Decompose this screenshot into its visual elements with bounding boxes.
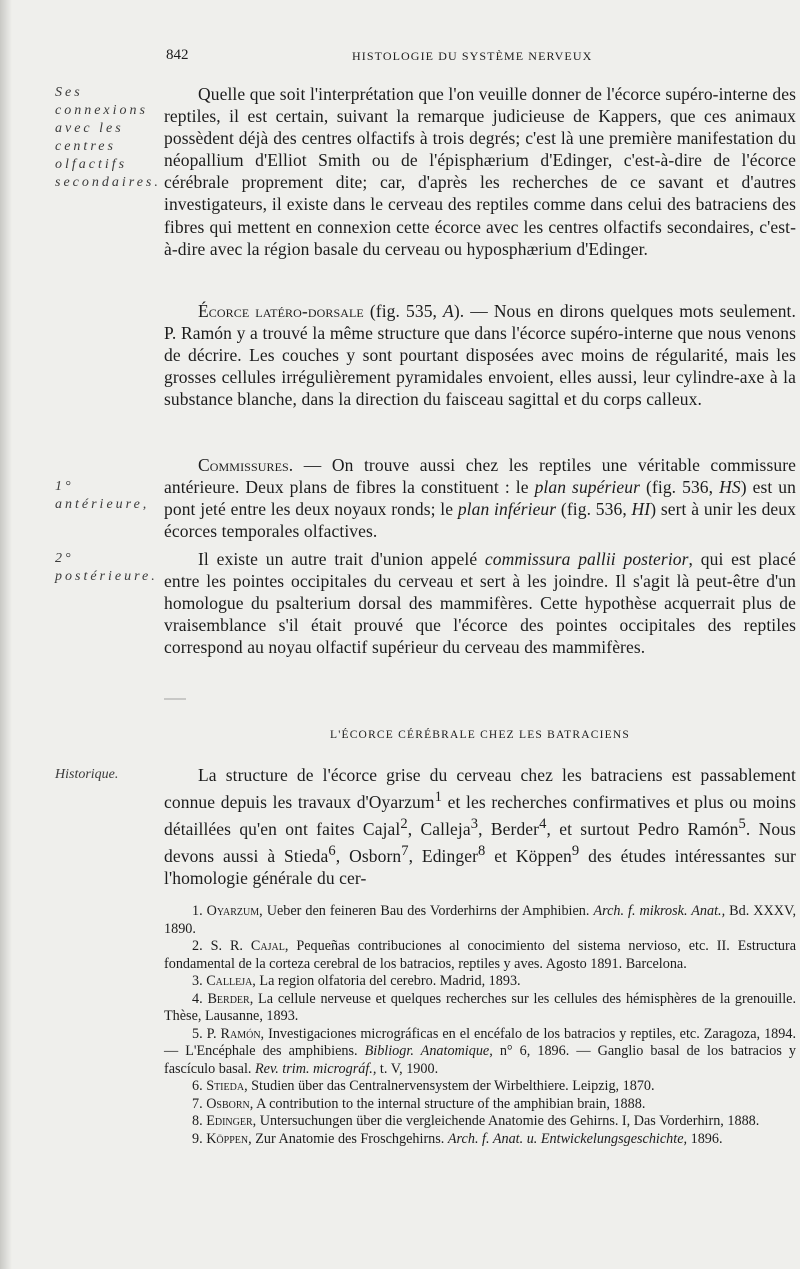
- paragraph-interpretation: Quelle que soit l'interprétation que l'on veuille donner de l'écorce supéro-interne des reptiles, il est certain, suivant la remarque judicieuse de Kappers, que ces animaux possèdent déjà des centres olfactifs à trois degrés; c'est là une première manifestation du néopallium d'Elliot Smith ou de l'épisphærium d'Edinger, c'est-à-dire de l'écorce cérébrale proprement dite; car, d'après les recherches de ce savant et d'autres investigateurs, il existe dans le cerveau des reptiles comme dans celui des batraciens des fibres qui mettent en connexion cette écorce avec les centres olfactifs secondaires, c'est-à-dire avec la région basale du cerveau ou hyposphærium d'Edinger.: [164, 84, 796, 259]
- paragraph-commissures: Commissures. — On trouve aussi chez les reptiles une véritable commissure antérieure. Deux plans de fibres la constituent : le plan supérieur (fig. 536, HS) est un pont jeté entre les deux noyaux ronds; le plan inférieur (fig. 536, HI) sert à unir les deux écorces temporales olfactives.: [164, 455, 797, 542]
- margin-note-anterieure: 1° antérieure,: [55, 479, 150, 512]
- footnote-8: 8. Edinger, Untersuchungen über die vergleichende Anatomie des Gehirns. I, Das Vorderhirn, 1888.: [192, 1113, 760, 1129]
- paragraph-ecorce-latero-dorsale: Écorce latéro-dorsale (fig. 535, A). — Nous en dirons quelques mots seulement. P. Ramón y a trouvé la même structure que dans l'écorce supéro-interne que nous venons de décrire. Les couches y sont pourtant disposées avec moins de régularité, mais les grosses cellules irrégulièrement pyramidales envoient, elles aussi, leur cylindre-axe à la substance blanche, dans la direction du faisceau sagittal et du corps calleux.: [164, 301, 796, 410]
- margin-note-connexions: Ses connexions avec les centres olfactifs secondaires.: [55, 85, 161, 190]
- section-divider: [164, 698, 186, 700]
- margin-note-historique: Historique.: [55, 767, 119, 782]
- section-title: L'ÉCORCE CÉRÉBRALE CHEZ LES BATRACIENS: [329, 729, 631, 741]
- running-title: HISTOLOGIE DU SYSTÈME NERVEUX: [352, 49, 593, 63]
- footnote-5: 5. P. Ramón, Investigaciones micrográficas en el encéfalo de los batracios y reptiles, etc. Zaragoza, 1894. — L'Encéphale des amphibiens. Bibliogr. Anatomique, n° 6, 1896. — Ganglio basal de los batracios y fascículo basal. Rev. trim. micrográf., t. V, 1900.: [164, 1025, 797, 1077]
- section-lead-commissures: Commissures.: [198, 455, 294, 475]
- section-lead-ecorce-latero-dorsale: Écorce latéro-dorsale: [198, 301, 364, 321]
- footnotes: [164, 903, 796, 1148]
- footnote-6: 6. Stieda, Studien über das Centralnervensystem der Wirbelthiere. Leipzig, 1870.: [192, 1078, 655, 1094]
- footnote-9: 9. Köppen, Zur Anatomie des Froschgehirns. Arch. f. Anat. u. Entwickelungsgeschichte, 1896.: [192, 1130, 723, 1147]
- footnote-2: 2. S. R. Cajal, Pequeñas contribuciones al conocimiento del sistema nervioso, etc. II. Estructura fondamental de la corteza cerebral de los batracios, reptiles y aves. Agosto 1891. Barcelona.: [164, 938, 797, 972]
- page-number: 842: [166, 47, 189, 63]
- footnote-7: 7. Osborn, A contribution to the internal structure of the amphibian brain, 1888.: [192, 1095, 646, 1112]
- footnote-1: 1. Oyarzum, Ueber den feineren Bau des Vorderhirns der Amphibien. Arch. f. mikrosk. Anat., Bd. XXXV, 1890.: [164, 903, 796, 937]
- margin-note-posterieure: 2° postérieure.: [55, 551, 158, 584]
- page-edge-shadow: [0, 0, 12, 1269]
- footnote-3: 3. Calleja, La region olfatoria del cerebro. Madrid, 1893.: [192, 973, 521, 989]
- footnote-4: 4. Berder, La cellule nerveuse et quelques recherches sur les cellules des hémisphères de la grenouille. Thèse, Lausanne, 1893.: [164, 990, 796, 1024]
- paragraph-commissura-pallii: Il existe un autre trait d'union appelé commissura pallii posterior, qui est placé entre les pointes occipitales du cerveau et sert à les joindre. Il s'agit là peut-être d'un homologue du psalterium dorsal des mammifères. Cette hypothèse acquerrait plus de vraisemblance s'il était prouvé que l'écorce des pointes occipitales des reptiles correspond au noyau olfactif supérieur du cerveau des mammifères.: [164, 549, 796, 658]
- paragraph-historique: La structure de l'écorce grise du cerveau chez les batraciens est passablement connue depuis les travaux d'Oyarzum$^1$ et les recherches confirmatives et plus ou moins détaillées qu'en ont faites Cajal$^2$, Calleja$^3$, Berder$^4$, et surtout Pedro Ramón$^5$. Nous devons aussi à Stieda$^6$, Osborn$^7$, Edinger$^8$ et Köppen$^9$ des études intéressantes sur l'homologie générale du cer-: [164, 765, 797, 888]
- running-header: [0, 47, 800, 67]
